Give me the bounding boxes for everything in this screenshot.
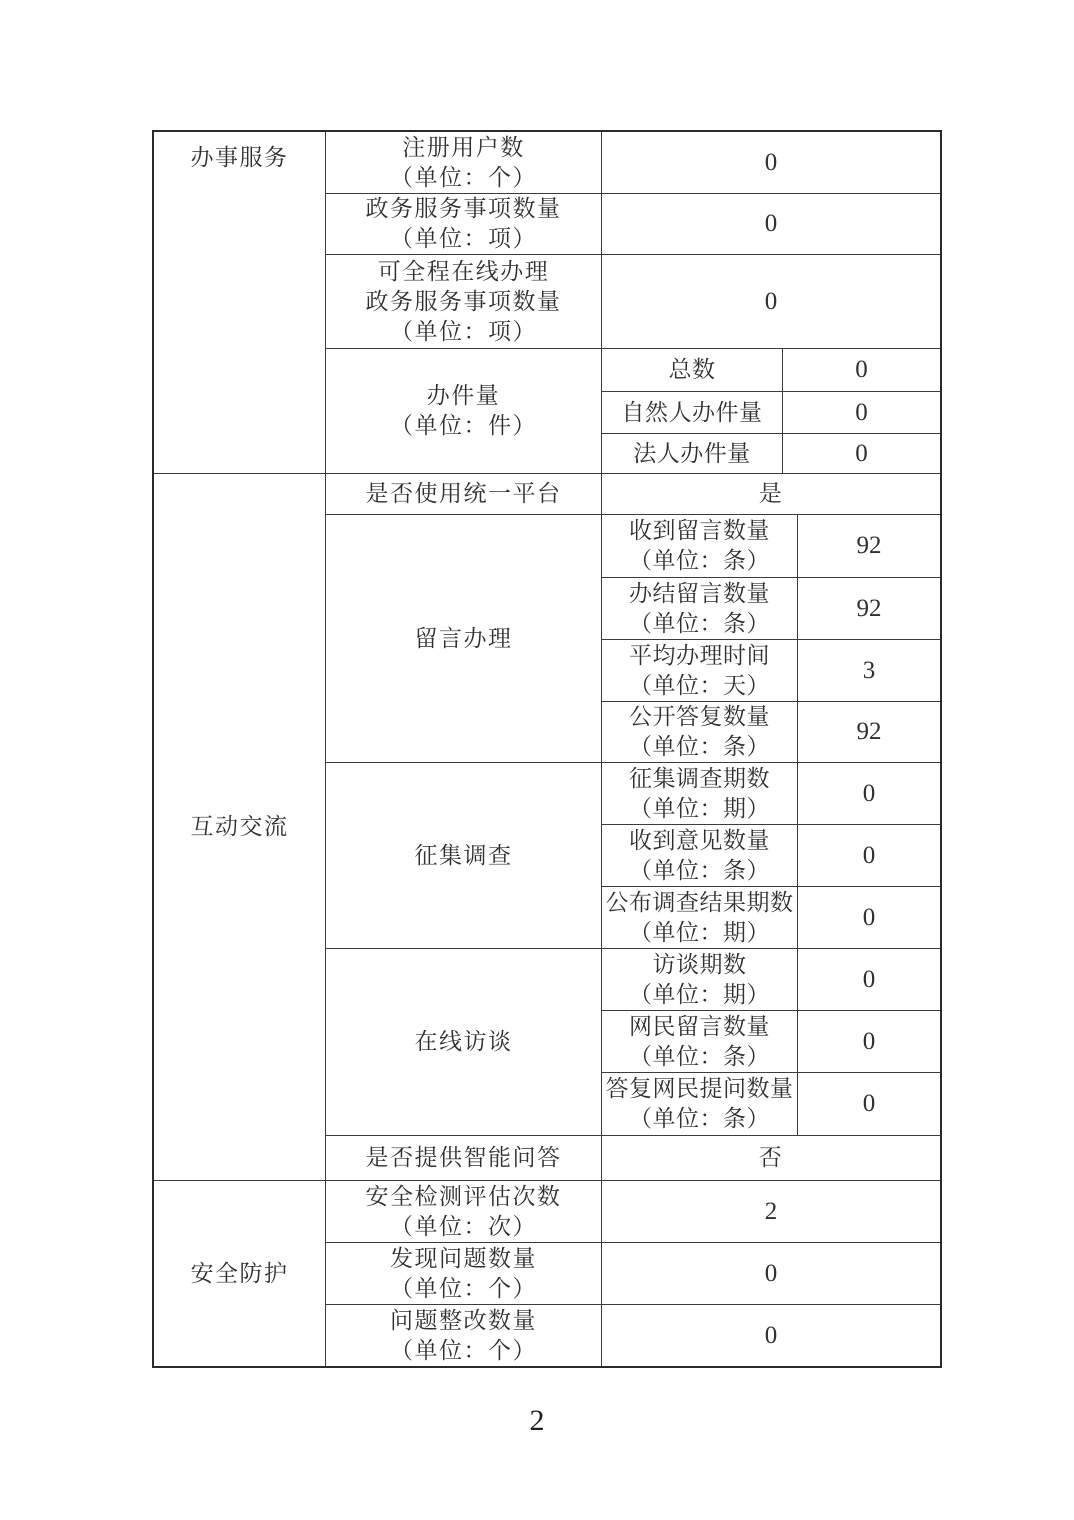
value-text: 0	[862, 779, 876, 807]
subitem-label-line: 公开答复数量	[629, 704, 770, 729]
category-cell-service	[154, 132, 326, 474]
value-text: 0	[764, 1321, 778, 1349]
subitem-unit-line: （单位：条）	[629, 610, 770, 636]
item-label-line: 是否提供智能问答	[365, 1145, 562, 1170]
value-text: 0	[855, 439, 868, 467]
subitem-label: 法人办件量	[633, 440, 751, 466]
subitem-label-cell-questions-answered	[602, 1073, 798, 1136]
subitem-label-cell-opinions-received	[602, 825, 798, 887]
item-unit-line: （单位：个）	[390, 1337, 537, 1363]
item-unit-line: （单位：项）	[390, 226, 537, 251]
value-text: 92	[856, 532, 882, 559]
subitem-label-cell-messages-completed	[602, 578, 798, 640]
group-label-cell-case-volume	[326, 349, 602, 474]
subitem-label: 总数	[668, 357, 716, 382]
subitem-label-line: 办结留言数量	[629, 580, 770, 606]
value-cell-problems-fixed	[602, 1305, 940, 1366]
item-unit-line: （单位：次）	[390, 1213, 537, 1239]
value-text: 2	[764, 1197, 778, 1225]
subitem-label-cell-results-published	[602, 887, 798, 949]
subitem-label-line: 收到留言数量	[629, 518, 770, 543]
subitem-label-line: 公布调查结果期数	[605, 889, 794, 915]
subitem-unit-line: （单位：条）	[629, 857, 770, 883]
value-cell-avg-handling-time	[798, 640, 940, 702]
subitem-label-cell-survey-periods	[602, 763, 798, 825]
subitem-label: 自然人办件量	[621, 399, 763, 425]
subitem-label-line: 访谈期数	[652, 951, 747, 977]
item-label-line: 安全检测评估次数	[365, 1183, 562, 1209]
value-text: 0	[855, 356, 868, 383]
value-text: 0	[862, 841, 876, 869]
item-label-line: 政务服务事项数量	[365, 196, 562, 221]
item-label-line: 发现问题数量	[390, 1245, 537, 1271]
item-label-line: 问题整改数量	[390, 1307, 537, 1333]
item-unit-line: （单位：个）	[390, 1275, 537, 1301]
group-label-line: 办件量	[426, 383, 501, 408]
item-label-cell-unified-platform	[326, 474, 602, 515]
value-cell-interview-periods	[798, 949, 940, 1011]
category-label: 办事服务	[190, 145, 289, 170]
value-cell-messages-completed	[798, 578, 940, 640]
subitem-label-cell-public-replies	[602, 702, 798, 763]
value-cell-problems-found	[602, 1243, 940, 1305]
subitem-unit-line: （单位：条）	[629, 1106, 770, 1131]
item-unit-line: （单位：项）	[390, 318, 537, 344]
category-cell-security	[154, 1181, 326, 1366]
subitem-label-cell-netizen-messages	[602, 1011, 798, 1073]
value-text: 0	[764, 287, 778, 315]
value-text: 92	[856, 718, 882, 745]
group-unit-line: （单位：件）	[390, 413, 537, 438]
item-label-cell-registered-users	[326, 132, 602, 194]
item-unit-line: （单位：个）	[390, 164, 537, 190]
subitem-unit-line: （单位：条）	[629, 1043, 770, 1069]
subitem-unit-line: （单位：天）	[629, 672, 770, 698]
subitem-unit-line: （单位：期）	[629, 795, 770, 821]
value-cell-netizen-messages	[798, 1011, 940, 1073]
value-cell-results-published	[798, 887, 940, 949]
item-label-line: 是否使用统一平台	[365, 481, 562, 506]
value-cell-natural-person	[783, 392, 940, 434]
value-text: 是	[758, 481, 784, 506]
value-cell-smart-qa	[602, 1136, 940, 1181]
subitem-label-cell-legal-person	[602, 434, 783, 474]
value-text: 0	[862, 903, 876, 931]
category-label: 安全防护	[190, 1260, 289, 1286]
group-label-line: 征集调查	[414, 842, 513, 868]
value-cell-total	[783, 349, 940, 392]
item-label-cell-problems-found	[326, 1243, 602, 1305]
value-cell-registered-users	[602, 132, 940, 194]
value-cell-public-replies	[798, 702, 940, 763]
value-text: 3	[862, 656, 876, 684]
value-cell-questions-answered	[798, 1073, 940, 1136]
subitem-label-line: 答复网民提问数量	[605, 1076, 794, 1101]
subitem-label-line: 平均办理时间	[629, 642, 770, 668]
value-text: 0	[764, 1259, 778, 1287]
item-label-line: 注册用户数	[402, 134, 525, 160]
value-text: 0	[862, 1027, 876, 1055]
value-cell-survey-periods	[798, 763, 940, 825]
subitem-unit-line: （单位：期）	[629, 919, 770, 945]
group-label-line: 在线访谈	[414, 1029, 513, 1054]
group-label-line: 留言办理	[414, 625, 513, 651]
group-label-cell-message-handling	[326, 515, 602, 763]
item-label-cell-service-items	[326, 194, 602, 255]
page-number: 2	[529, 1404, 545, 1437]
item-label-cell-online-items	[326, 255, 602, 349]
value-text: 0	[855, 398, 868, 426]
subitem-label-cell-messages-received	[602, 515, 798, 578]
subitem-label-line: 收到意见数量	[629, 827, 770, 853]
value-cell-security-checks	[602, 1181, 940, 1243]
value-cell-service-items	[602, 194, 940, 255]
group-label-cell-online-interview	[326, 949, 602, 1136]
item-label-line: 政务服务事项数量	[365, 288, 562, 314]
category-label: 互动交流	[190, 814, 289, 839]
value-text: 0	[862, 965, 876, 993]
subitem-unit-line: （单位：条）	[629, 734, 770, 759]
category-cell-interaction	[154, 474, 326, 1181]
subitem-unit-line: （单位：条）	[629, 548, 770, 573]
value-text: 0	[862, 1090, 876, 1117]
value-cell-legal-person	[783, 434, 940, 474]
item-label-line: 可全程在线办理	[377, 258, 550, 284]
subitem-label-line: 征集调查期数	[629, 765, 770, 791]
subitem-label-cell-avg-handling-time	[602, 640, 798, 702]
subitem-label-cell-interview-periods	[602, 949, 798, 1011]
value-cell-messages-received	[798, 515, 940, 578]
value-text: 0	[764, 210, 778, 237]
subitem-label-cell-total	[602, 349, 783, 392]
subitem-label-cell-natural-person	[602, 392, 783, 434]
value-text: 92	[856, 594, 882, 622]
value-cell-opinions-received	[798, 825, 940, 887]
report-table	[152, 130, 942, 1368]
subitem-label-line: 网民留言数量	[629, 1013, 770, 1039]
item-label-cell-problems-fixed	[326, 1305, 602, 1366]
subitem-unit-line: （单位：期）	[629, 981, 770, 1007]
value-cell-online-items	[602, 255, 940, 349]
group-label-cell-survey	[326, 763, 602, 949]
item-label-cell-smart-qa	[326, 1136, 602, 1181]
item-label-cell-security-checks	[326, 1181, 602, 1243]
value-text: 否	[758, 1145, 784, 1170]
value-cell-unified-platform	[602, 474, 940, 515]
value-text: 0	[764, 148, 778, 176]
